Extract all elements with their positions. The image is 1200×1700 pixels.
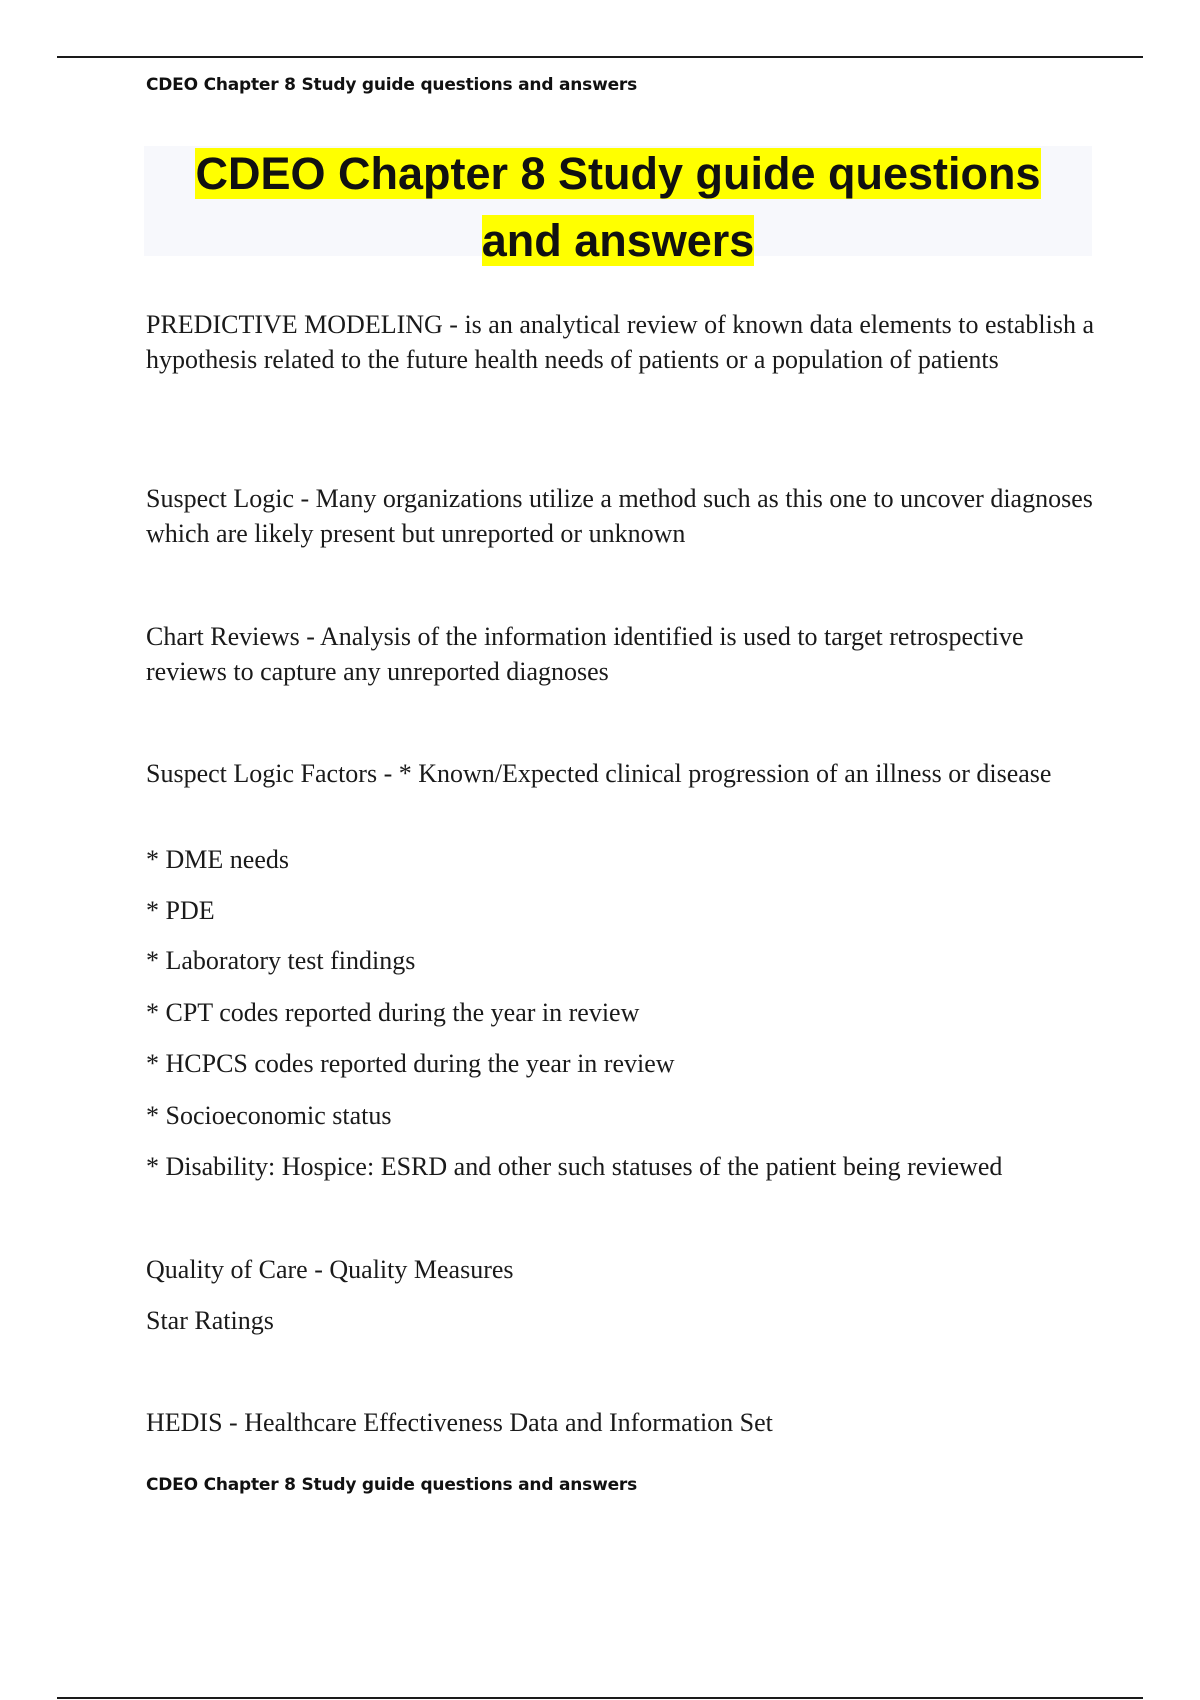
document-title-line-2: and answers: [481, 215, 755, 266]
title-box: [144, 146, 1092, 266]
entry-quality-of-care: Quality of Care - Quality Measures: [146, 1255, 514, 1284]
bottom-rule: [57, 1697, 1143, 1699]
factor-item: * CPT codes reported during the year in review: [146, 998, 640, 1027]
entry-star-ratings: Star Ratings: [146, 1306, 274, 1335]
running-header: CDEO Chapter 8 Study guide questions and answers: [146, 75, 638, 95]
factor-item: * Socioeconomic status: [146, 1101, 392, 1130]
factor-item: * Laboratory test findings: [146, 946, 416, 975]
entry-chart-reviews: Chart Reviews - Analysis of the information identified is used to target retrospective reviews to capture any unreported diagnoses: [146, 622, 1024, 686]
factor-item: * DME needs: [146, 845, 289, 874]
factor-item: * PDE: [146, 896, 215, 925]
factor-item: * HCPCS codes reported during the year in review: [146, 1049, 675, 1078]
entry-suspect-logic: Suspect Logic - Many organizations utilize a method such as this one to uncover diagnoses which are likely present but unreported or unknown: [146, 484, 1093, 548]
factor-item: * Disability: Hospice: ESRD and other such statuses of the patient being reviewed: [146, 1152, 1003, 1181]
running-footer: CDEO Chapter 8 Study guide questions and answers: [146, 1475, 638, 1495]
document-title-line-1: CDEO Chapter 8 Study guide questions: [195, 148, 1041, 199]
top-rule: [57, 56, 1143, 58]
entry-hedis: HEDIS - Healthcare Effectiveness Data and Information Set: [146, 1408, 773, 1437]
entry-suspect-logic-factors: Suspect Logic Factors - * Known/Expected clinical progression of an illness or disease: [146, 759, 1052, 788]
entry-predictive-modeling: PREDICTIVE MODELING - is an analytical review of known data elements to establish a hypothesis related to the future health needs of patients or a population of patients: [146, 310, 1095, 374]
